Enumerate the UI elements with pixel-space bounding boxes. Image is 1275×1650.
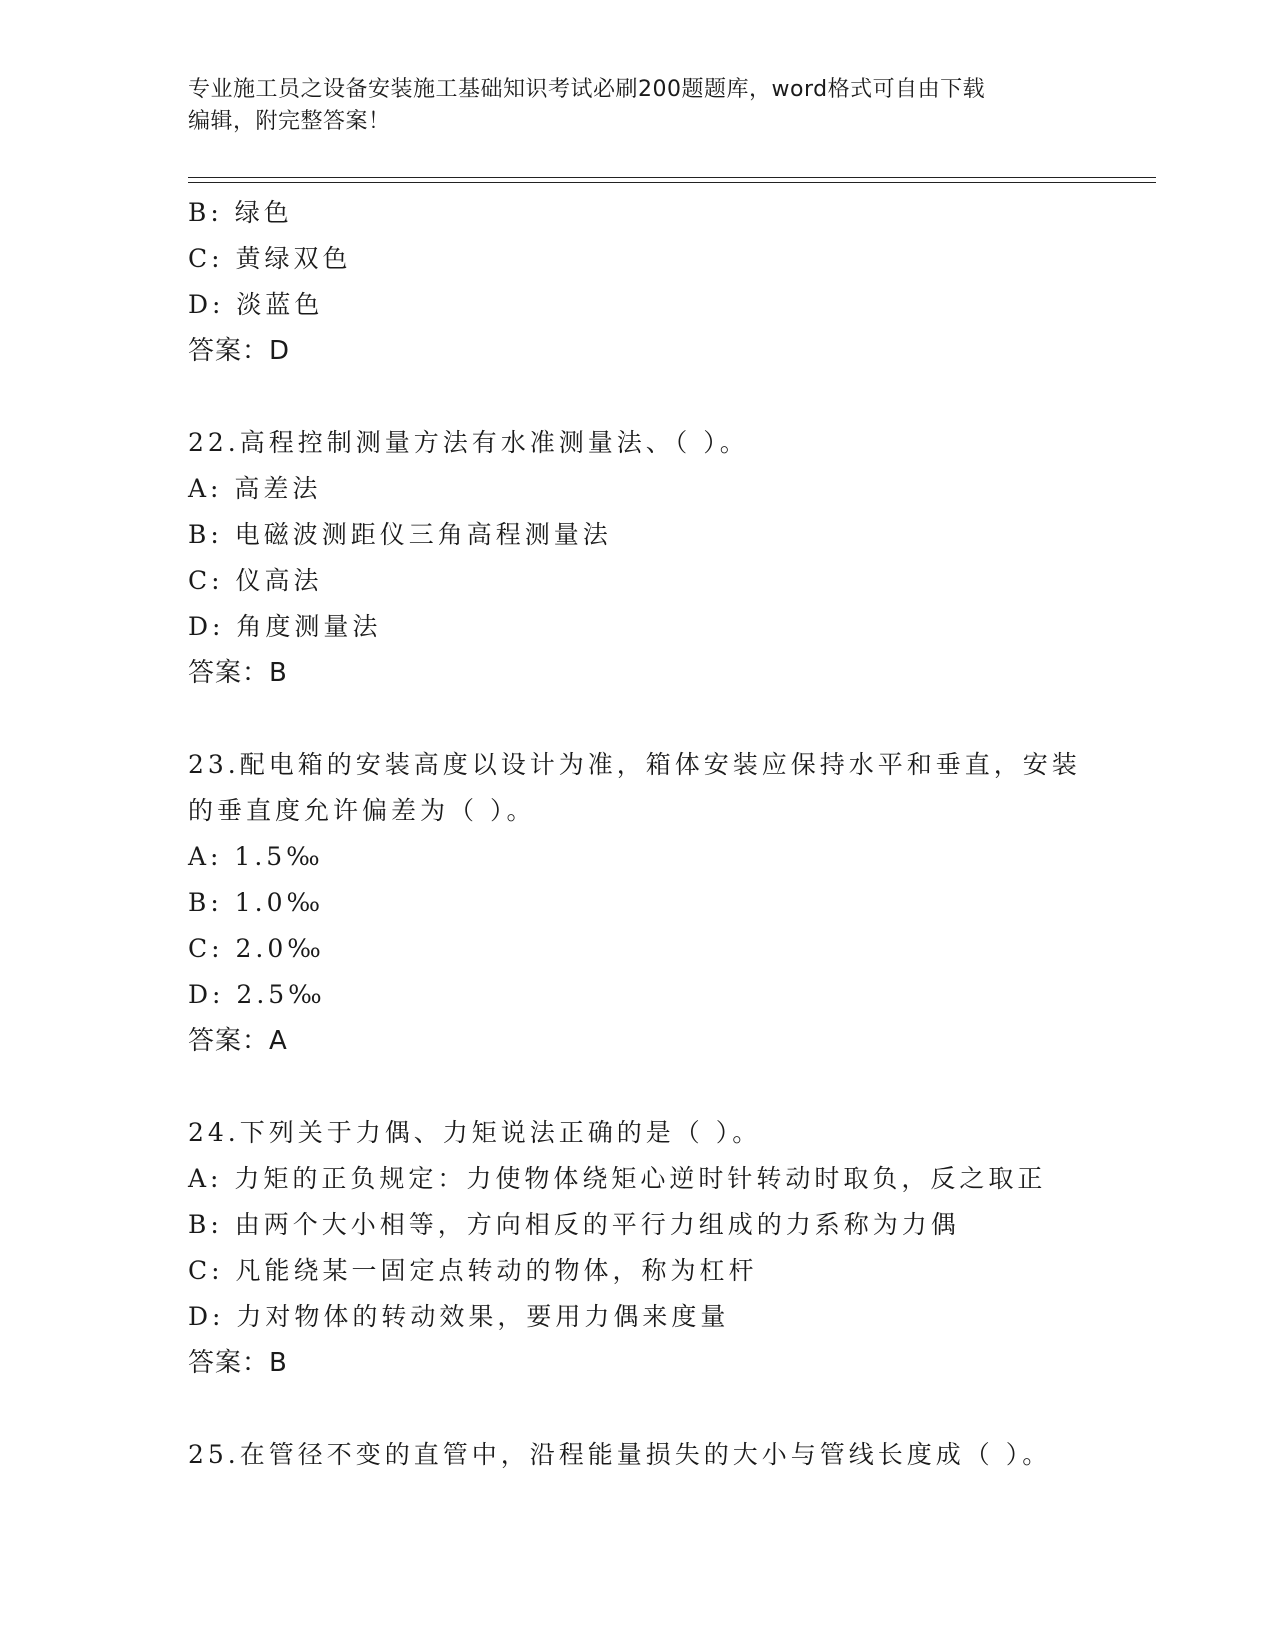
option-b: B: 绿色 — [188, 198, 293, 227]
option-d: D: 力对物体的转动效果，要用力偶来度量 — [188, 1302, 730, 1331]
question-25 — [188, 1432, 1088, 1478]
option-a: A: 高差法 — [188, 474, 322, 503]
option-b: B: 电磁波测距仪三角高程测量法 — [188, 520, 612, 549]
question-24 — [188, 1110, 1088, 1386]
header-line-2: 编辑，附完整答案！ — [188, 109, 391, 134]
answer: 答案：D — [188, 336, 291, 366]
option-d: D: 角度测量法 — [188, 612, 382, 641]
option-c: C: 黄绿双色 — [188, 244, 352, 273]
option-d: D: 淡蓝色 — [188, 290, 324, 319]
option-b: B: 1.0‰ — [188, 888, 325, 917]
question-content — [188, 190, 1088, 1478]
option-d: D: 2.5‰ — [188, 980, 326, 1009]
option-a: A: 1.5‰ — [188, 842, 324, 871]
question-21 — [188, 190, 1088, 374]
question-text-line-1: 23.配电箱的安装高度以设计为准，箱体安装应保持水平和垂直，安装 — [188, 750, 1081, 779]
option-c: C: 仪高法 — [188, 566, 323, 595]
spacer — [188, 374, 1088, 420]
spacer — [188, 1386, 1088, 1432]
question-text: 24.下列关于力偶、力矩说法正确的是（ ）。 — [188, 1118, 762, 1147]
header-divider-top — [188, 177, 1156, 178]
option-b: B: 由两个大小相等，方向相反的平行力组成的力系称为力偶 — [188, 1210, 960, 1239]
question-23 — [188, 742, 1088, 1064]
answer: 答案：A — [188, 1026, 288, 1056]
answer: 答案：B — [188, 1348, 288, 1378]
answer: 答案：B — [188, 658, 288, 688]
question-text: 22.高程控制测量方法有水准测量法、（ ）。 — [188, 428, 749, 457]
header-divider-bottom — [188, 182, 1156, 183]
page-header — [188, 74, 1068, 138]
option-a: A: 力矩的正负规定：力使物体绕矩心逆时针转动时取负，反之取正 — [188, 1164, 1047, 1193]
spacer — [188, 696, 1088, 742]
option-c: C: 2.0‰ — [188, 934, 325, 963]
question-22 — [188, 420, 1088, 696]
question-text: 25.在管径不变的直管中，沿程能量损失的大小与管线长度成（ ）。 — [188, 1440, 1052, 1469]
question-text-line-2: 的垂直度允许偏差为（ ）。 — [188, 796, 536, 825]
spacer — [188, 1064, 1088, 1110]
header-line-1: 专业施工员之设备安装施工基础知识考试必刷200题题库，word格式可自由下载 — [188, 77, 986, 102]
option-c: C: 凡能绕某一固定点转动的物体，称为杠杆 — [188, 1256, 758, 1285]
